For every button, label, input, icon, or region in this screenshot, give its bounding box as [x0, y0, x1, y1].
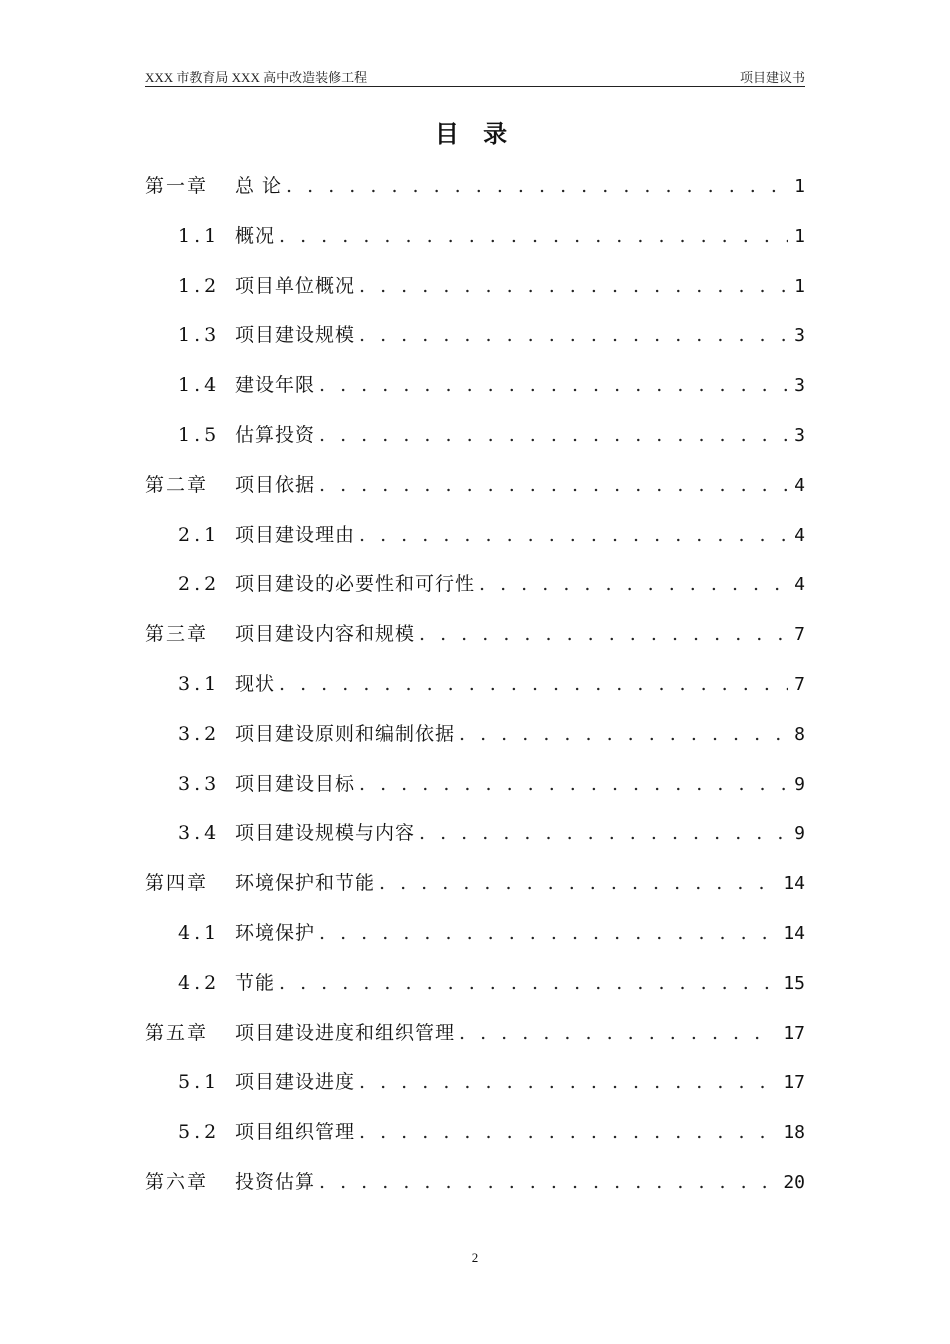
toc-entry-label: 估算投资 — [235, 423, 316, 446]
toc-entry-label: 环境保护和节能 — [235, 872, 376, 895]
toc-heading: 目 录 — [434, 120, 516, 148]
toc-entry-number: 3.3 — [178, 772, 221, 795]
toc-dot-leader — [419, 814, 788, 852]
toc-dot-leader — [359, 1063, 777, 1101]
toc-dot-leader — [419, 615, 788, 653]
toc-entry-label: 环境保护 — [235, 921, 316, 944]
toc-section-entry[interactable] — [145, 316, 805, 366]
toc-entry-page-number: 3 — [794, 424, 805, 446]
toc-section-entry[interactable] — [145, 715, 805, 765]
toc-entry-number: 5.1 — [178, 1071, 221, 1094]
toc-section-entry[interactable] — [145, 914, 805, 964]
toc-entry-number: 第五章 — [145, 1021, 209, 1044]
toc-chapter-entry[interactable] — [145, 1163, 805, 1213]
toc-entry-label: 项目建设理由 — [235, 523, 356, 546]
toc-entry-number: 5.2 — [178, 1121, 221, 1144]
toc-entry-page-number: 18 — [783, 1122, 805, 1144]
toc-dot-leader — [279, 964, 777, 1002]
toc-entry-page-number: 8 — [794, 723, 805, 745]
toc-dot-leader — [286, 167, 788, 205]
toc-entry-label: 项目建设进度和组织管理 — [235, 1021, 456, 1044]
toc-dot-leader — [319, 366, 788, 404]
toc-entry-page-number: 1 — [794, 176, 805, 197]
toc-section-entry[interactable] — [145, 665, 805, 715]
toc-entry-number: 2.1 — [178, 523, 221, 546]
toc-entry-number: 3.2 — [178, 722, 221, 745]
toc-chapter-entry[interactable] — [145, 615, 805, 665]
toc-entry-label: 项目建设规模 — [235, 324, 356, 347]
toc-entry-label: 项目依据 — [235, 473, 316, 496]
toc-entry-number: 第一章 — [145, 175, 209, 197]
toc-dot-leader — [319, 1163, 777, 1201]
toc-entry-label: 项目建设原则和编制依据 — [235, 722, 456, 745]
toc-entry-page-number: 9 — [794, 773, 805, 795]
toc-section-entry[interactable] — [145, 267, 805, 317]
toc-entry-label: 建设年限 — [235, 374, 316, 397]
toc-dot-leader — [319, 914, 777, 952]
toc-section-entry[interactable] — [145, 964, 805, 1014]
toc-section-entry[interactable] — [145, 565, 805, 615]
toc-entry-page-number: 7 — [794, 673, 805, 695]
toc-dot-leader — [319, 416, 788, 454]
toc-entry-page-number: 17 — [783, 1022, 805, 1044]
toc-section-entry[interactable] — [145, 814, 805, 864]
toc-section-entry[interactable] — [145, 1113, 805, 1163]
toc-section-entry[interactable] — [145, 765, 805, 815]
toc-entry-label: 项目建设的必要性和可行性 — [235, 573, 476, 596]
toc-entry-label: 投资估算 — [235, 1170, 316, 1193]
toc-entry-page-number: 3 — [794, 325, 805, 347]
toc-section-entry[interactable] — [145, 516, 805, 566]
toc-entry-number: 1.2 — [178, 274, 221, 297]
toc-dot-leader — [359, 1113, 777, 1151]
toc-entry-label: 概况 — [235, 224, 276, 247]
page-number: 2 — [471, 1250, 479, 1265]
toc-entry-label: 项目单位概况 — [235, 274, 356, 297]
toc-section-entry[interactable] — [145, 416, 805, 466]
toc-entry-label: 项目建设目标 — [235, 772, 356, 795]
toc-entry-label: 总 论 — [235, 175, 283, 197]
toc-dot-leader — [459, 715, 788, 753]
toc-entry-page-number: 14 — [783, 873, 805, 895]
toc-dot-leader — [359, 267, 788, 305]
toc-entry-number: 3.1 — [178, 672, 221, 695]
toc-entry-number: 1.1 — [178, 224, 221, 247]
toc-chapter-entry[interactable] — [145, 167, 805, 217]
toc-entry-number: 第四章 — [145, 872, 209, 895]
toc-entry-page-number: 4 — [794, 524, 805, 546]
toc-entry-number: 第二章 — [145, 473, 209, 496]
toc-entry-label: 现状 — [235, 672, 276, 695]
toc-entry-number: 1.3 — [178, 324, 221, 347]
toc-entry-number: 4.1 — [178, 921, 221, 944]
toc-entry-label: 项目建设进度 — [235, 1071, 356, 1094]
toc-entry-label: 节能 — [235, 971, 276, 994]
toc-dot-leader — [479, 565, 788, 603]
toc-entry-number: 4.2 — [178, 971, 221, 994]
toc-entry-label: 项目建设内容和规模 — [235, 623, 416, 646]
header-document-title: XXX 市教育局 XXX 高中改造装修工程 — [145, 70, 368, 85]
header-document-type: 项目建议书 — [739, 70, 805, 85]
toc-entry-number: 第三章 — [145, 623, 209, 646]
toc-chapter-entry[interactable] — [145, 466, 805, 516]
toc-entry-page-number: 1 — [794, 275, 805, 297]
toc-entry-number: 2.2 — [178, 573, 221, 596]
toc-dot-leader — [359, 516, 788, 554]
toc-entry-page-number: 14 — [783, 922, 805, 944]
toc-entry-page-number: 7 — [794, 624, 805, 646]
toc-dot-leader — [359, 765, 788, 803]
toc-entry-number: 3.4 — [178, 822, 221, 845]
toc-dot-leader — [279, 217, 788, 255]
toc-dot-leader — [319, 466, 788, 504]
toc-dot-leader — [459, 1014, 777, 1052]
toc-entry-page-number: 15 — [783, 972, 805, 994]
toc-entry-number: 1.5 — [178, 423, 221, 446]
running-header — [145, 70, 805, 87]
toc-entry-page-number: 9 — [794, 823, 805, 845]
toc-entry-page-number: 4 — [794, 574, 805, 596]
toc-entry-label: 项目组织管理 — [235, 1121, 356, 1144]
toc-section-entry[interactable] — [145, 217, 805, 267]
toc-entry-page-number: 4 — [794, 474, 805, 496]
toc-entry-page-number: 20 — [783, 1171, 805, 1193]
toc-chapter-entry[interactable] — [145, 1014, 805, 1064]
toc-dot-leader — [359, 316, 788, 354]
toc-chapter-entry[interactable] — [145, 864, 805, 914]
toc-section-entry[interactable] — [145, 366, 805, 416]
toc-section-entry[interactable] — [145, 1063, 805, 1113]
toc-entry-number: 第六章 — [145, 1170, 209, 1193]
table-of-contents — [145, 167, 805, 1213]
toc-entry-label: 项目建设规模与内容 — [235, 822, 416, 845]
toc-entry-page-number: 1 — [794, 225, 805, 247]
toc-entry-page-number: 17 — [783, 1072, 805, 1094]
toc-dot-leader — [379, 864, 777, 902]
toc-dot-leader — [279, 665, 788, 703]
toc-entry-page-number: 3 — [794, 375, 805, 397]
toc-entry-number: 1.4 — [178, 374, 221, 397]
